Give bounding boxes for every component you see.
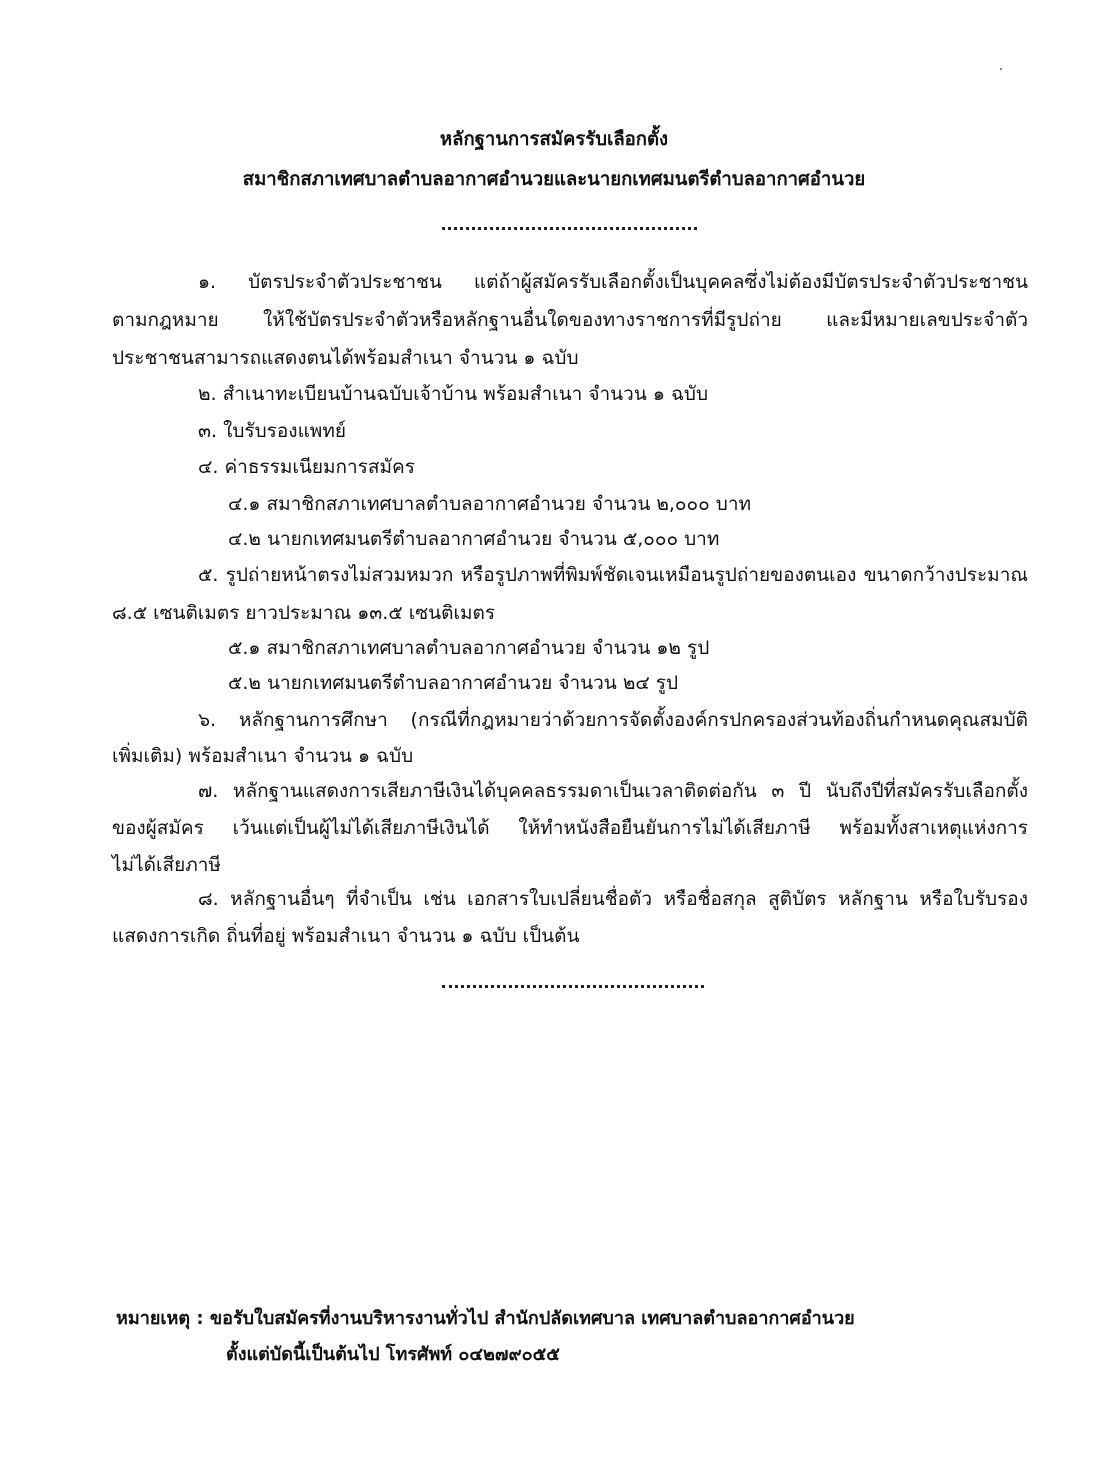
item-5-line-2: ๘.๕ เซนติเมตร ยาวประมาณ ๑๓.๕ เซนติเมตร xyxy=(112,602,496,624)
item-6-line-1: ๖. หลักฐานการศึกษา (กรณีที่กฎหมายว่าด้วยการจัดตั้งองค์กรปกครองส่วนท้องถิ่นกำหนดคุณสมบัติ xyxy=(198,709,1028,731)
item-8-line-1: ๘. หลักฐานอื่นๆ ที่จำเป็น เช่น เอกสารใบเปลี่ยนชื่อตัว หรือชื่อสกุล สูติบัตร หลักฐาน หรือใบรับรอง xyxy=(198,888,1028,910)
item-4-1: ๔.๑ สมาชิกสภาเทศบาลตำบลอากาศอำนวย จำนวน ๒,๐๐๐ บาท xyxy=(228,493,752,515)
item-7-line-3: ไม่ได้เสียภาษี xyxy=(112,854,221,876)
item-8-line-2: แสดงการเกิด ถิ่นที่อยู่ พร้อมสำเนา จำนวน ๑ ฉบับ เป็นต้น xyxy=(112,925,580,947)
item-1-line-3: ประชาชนสามารถแสดงตนได้พร้อมสำเนา จำนวน ๑ ฉบับ xyxy=(112,347,579,369)
item-7-line-1: ๗. หลักฐานแสดงการเสียภาษีเงินได้บุคคลธรรมดาเป็นเวลาติดต่อกัน ๓ ปี นับถึงปีที่สมัครรับเลือกตั้ง xyxy=(198,780,1028,802)
item-4: ๔. ค่าธรรมเนียมการสมัคร xyxy=(198,456,415,478)
bottom-dotted-divider xyxy=(442,985,704,988)
item-4-2: ๔.๒ นายกเทศมนตรีตำบลอากาศอำนวย จำนวน ๕,๐๐๐ บาท xyxy=(228,528,720,550)
note-line-1: หมายเหตุ : ขอรับใบสมัครที่งานบริหารงานทั่วไป สำนักปลัดเทศบาล เทศบาลตำบลอากาศอำนวย xyxy=(116,1308,855,1329)
item-7-line-2: ของผู้สมัคร เว้นแต่เป็นผู้ไม่ได้เสียภาษีเงินได้ ให้ทำหนังสือยืนยันการไม่ได้เสียภาษี พร้อมทั้งสาเหตุแห่งการ xyxy=(112,817,1028,839)
document-subtitle: สมาชิกสภาเทศบาลตำบลอากาศอำนวยและนายกเทศมนตรีตำบลอากาศอำนวย xyxy=(242,169,866,190)
scan-speck xyxy=(1000,68,1002,70)
item-3: ๓. ใบรับรองแพทย์ xyxy=(198,420,346,442)
item-1-line-2: ตามกฎหมาย ให้ใช้บัตรประจำตัวหรือหลักฐานอื่นใดของทางราชการที่มีรูปถ่าย และมีหมายเลขประจำตัว xyxy=(112,309,1028,331)
item-6-line-2: เพิ่มเติม) พร้อมสำเนา จำนวน ๑ ฉบับ xyxy=(112,745,414,767)
document-title: หลักฐานการสมัครรับเลือกตั้ง xyxy=(439,129,669,150)
item-5-2: ๕.๒ นายกเทศมนตรีตำบลอากาศอำนวย จำนวน ๒๔ รูป xyxy=(228,672,679,694)
item-5-line-1: ๕. รูปถ่ายหน้าตรงไม่สวมหมวก หรือรูปภาพที่พิมพ์ชัดเจนเหมือนรูปถ่ายของตนเอง ขนาดกว้างประมาณ xyxy=(198,564,1028,586)
item-2: ๒. สำเนาทะเบียนบ้านฉบับเจ้าบ้าน พร้อมสำเนา จำนวน ๑ ฉบับ xyxy=(198,383,709,405)
top-dotted-divider xyxy=(442,227,697,230)
item-1-line-1: ๑. บัตรประจำตัวประชาชน แต่ถ้าผู้สมัครรับเลือกตั้งเป็นบุคคลซึ่งไม่ต้องมีบัตรประจำตัวประชาชน xyxy=(198,271,1028,293)
note-line-2: ตั้งแต่บัดนี้เป็นต้นไป โทรศัพท์ ๐๔๒๗๙๐๕๕ xyxy=(226,1344,560,1365)
item-5-1: ๕.๑ สมาชิกสภาเทศบาลตำบลอากาศอำนวย จำนวน ๑๒ รูป xyxy=(228,637,710,659)
